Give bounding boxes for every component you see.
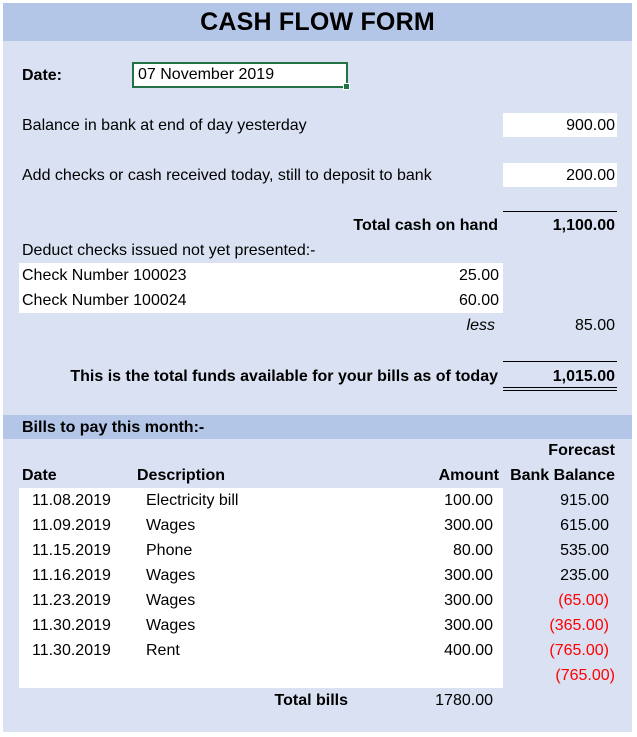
checks-received-value: 200.00 xyxy=(566,167,615,184)
final-balance: (765.00) xyxy=(555,667,615,684)
deduct-label: Deduct checks issued not yet presented:- xyxy=(22,242,316,259)
less-value: 85.00 xyxy=(574,317,615,334)
bills-heading: Bills to pay this month:- xyxy=(22,419,205,436)
less-label: less xyxy=(466,317,495,334)
balance-label: Balance in bank at end of day yesterday xyxy=(22,117,307,134)
bill-balance: 615.00 xyxy=(560,517,609,534)
bill-amount: 100.00 xyxy=(444,492,493,509)
check-amount: 25.00 xyxy=(458,267,499,284)
bill-date: 11.08.2019 xyxy=(32,492,111,509)
bill-description: Wages xyxy=(146,592,196,609)
date-value: 07 November 2019 xyxy=(138,66,275,83)
bill-description: Wages xyxy=(146,617,196,634)
checks-received-label: Add checks or cash received today, still to deposit to bank xyxy=(22,167,432,184)
bill-date: 11.30.2019 xyxy=(32,642,111,659)
bill-balance: (365.00) xyxy=(549,617,609,634)
bill-date: 11.09.2019 xyxy=(32,517,111,534)
bill-amount: 300.00 xyxy=(444,517,493,534)
total-cash-label: Total cash on hand xyxy=(353,217,498,234)
fill-handle[interactable] xyxy=(343,83,350,90)
bill-description: Phone xyxy=(146,542,193,559)
total-bills-value: 1780.00 xyxy=(435,692,493,709)
bill-balance: 535.00 xyxy=(560,542,609,559)
bill-balance: (65.00) xyxy=(558,592,609,609)
bill-date: 11.16.2019 xyxy=(32,567,111,584)
bill-description: Electricity bill xyxy=(146,492,239,509)
bill-amount: 400.00 xyxy=(444,642,493,659)
bill-amount: 300.00 xyxy=(444,567,493,584)
bill-date: 11.30.2019 xyxy=(32,617,111,634)
col-header-amount: Amount xyxy=(438,467,499,484)
bill-amount: 300.00 xyxy=(444,617,493,634)
bill-amount: 300.00 xyxy=(444,592,493,609)
forecast-header-line2: Bank Balance xyxy=(510,467,615,484)
bill-date: 11.15.2019 xyxy=(32,542,111,559)
bill-balance: (765.00) xyxy=(549,642,609,659)
bill-amount: 80.00 xyxy=(452,542,493,559)
check-amount: 60.00 xyxy=(458,292,499,309)
bill-description: Wages xyxy=(146,517,196,534)
bill-description: Rent xyxy=(146,642,180,659)
bill-balance: 915.00 xyxy=(560,492,609,509)
total-bills-label: Total bills xyxy=(274,692,348,709)
date-cell[interactable] xyxy=(132,62,348,88)
funds-double-rule-1 xyxy=(503,387,617,388)
bill-date: 11.23.2019 xyxy=(32,592,111,609)
col-header-date: Date xyxy=(22,467,57,484)
funds-top-rule xyxy=(503,361,617,362)
cash-flow-sheet xyxy=(3,3,632,732)
check-label: Check Number 100024 xyxy=(22,292,187,309)
funds-double-rule-2 xyxy=(503,390,617,391)
col-header-description: Description xyxy=(137,467,226,484)
forecast-header-line1: Forecast xyxy=(548,442,615,459)
total-cash-top-rule xyxy=(503,211,617,212)
balance-value: 900.00 xyxy=(566,117,615,134)
funds-available-value: 1,015.00 xyxy=(552,368,615,385)
total-cash-value: 1,100.00 xyxy=(552,217,615,234)
page-title: CASH FLOW FORM xyxy=(3,3,632,41)
check-label: Check Number 100023 xyxy=(22,267,187,284)
bill-description: Wages xyxy=(146,567,196,584)
funds-available-label: This is the total funds available for your bills as of today xyxy=(70,368,498,385)
date-label: Date: xyxy=(22,67,63,84)
bill-balance: 235.00 xyxy=(560,567,609,584)
